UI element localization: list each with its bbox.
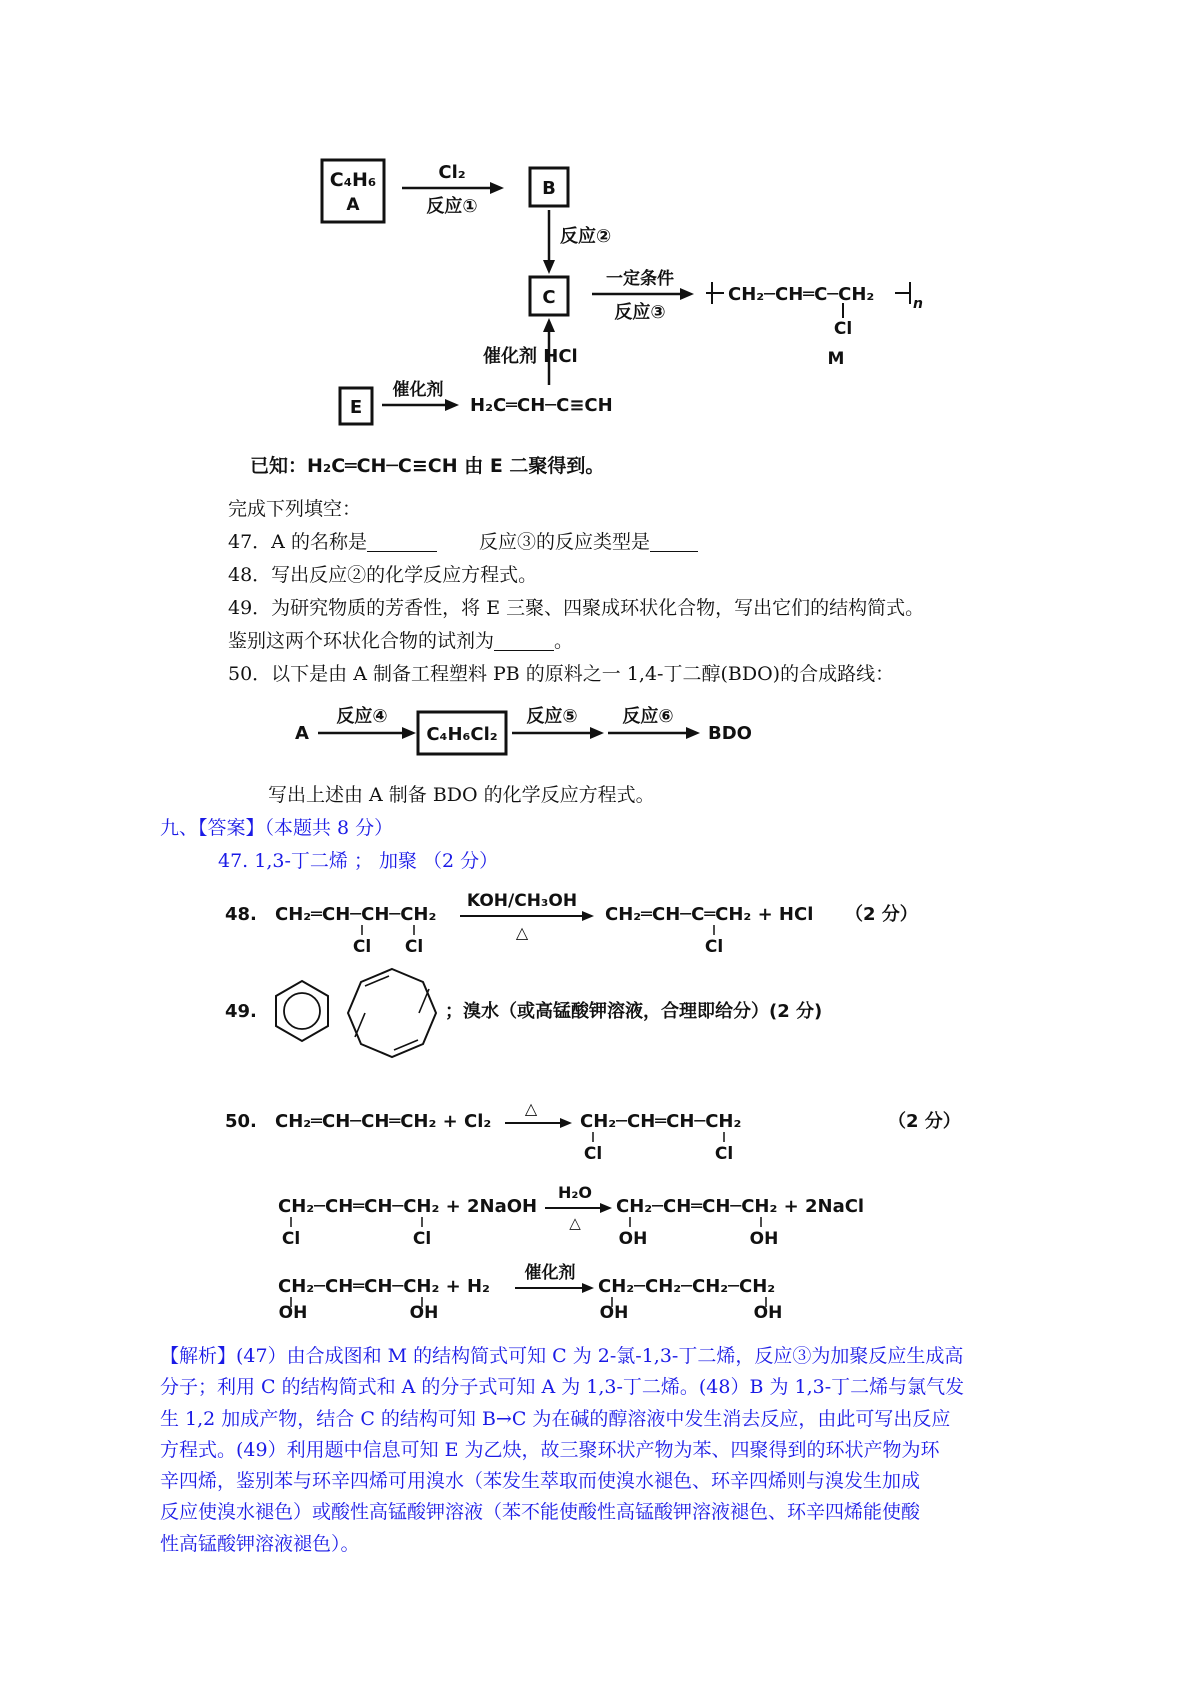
a48-num: 48. [225,904,257,925]
a50-2-cond-bottom: △ [569,1214,581,1232]
cyclooctatetraene-structure [348,969,436,1057]
question-47 [228,533,698,552]
a50-3-rsub2: OH [753,1303,783,1320]
synthesis-diagram [0,0,1200,480]
benzene-structure [276,981,328,1041]
arrow-e-label: 催化剂 [392,380,444,400]
analysis-line-2: 分子；利用 C 的结构简式和 A 的分子式可知 A 为 1,3-丁二烯。(48）B 为 1,3-丁二烯与氯气发 [160,1376,965,1399]
answer-equations [0,880,1200,1320]
arrow1-bottom-label: 反应① [426,196,478,217]
arrow-reaction-2-head [543,260,555,274]
a50-1-sub1: Cl [583,1144,603,1164]
a50-3-left: CH₂─CH═CH─CH₂ + H₂ [278,1276,490,1297]
a50-2-rsub1: OH [618,1229,648,1249]
question-50-task: 写出上述由 A 制备 BDO 的化学反应方程式。 [268,784,655,806]
arrow-reaction-3-head [680,288,694,300]
a48-score: （2 分） [845,904,918,925]
route-r4: 反应④ [336,706,388,727]
polymer-name: M [827,349,845,369]
route-r5: 反应⑤ [526,706,578,727]
blank-47a [367,533,437,552]
a50-2-right: CH₂─CH═CH─CH₂ + 2NaCl [616,1196,865,1217]
polymer-chain: CH₂─CH═C─CH₂ [728,284,875,305]
route-intermediate: C₄H₆Cl₂ [426,724,498,745]
arrow-e-head [445,399,459,411]
analysis-line-3: 生 1,2 加成产物，结合 C 的结构可知 B→C 为在碱的醇溶液中发生消去反应，由此可写出反应 [160,1407,951,1430]
answer-header: 九、【答案】（本题共 8 分） [160,817,394,839]
a49-text: ；溴水（或高锰酸钾溶液，合理即给分）(2 分) [445,1001,823,1022]
box-e-label: E [349,397,363,418]
analysis-line-7: 性高锰酸钾溶液褪色）。 [160,1532,360,1555]
a50-1-left: CH₂═CH─CH═CH₂ + Cl₂ [275,1111,492,1132]
a48-right: CH₂═CH─C═CH₂ + HCl [605,904,814,925]
a50-1-right: CH₂─CH═CH─CH₂ [580,1111,742,1132]
arrow3-bottom-label: 反应③ [614,302,666,323]
blank-47b [650,533,698,552]
question-48: 48．写出反应②的化学反应方程式。 [228,564,538,586]
vinylacetylene: H₂C═CH─C≡CH [470,395,613,416]
bdo-route-diagram [0,690,1200,765]
a50-2-rsub2: OH [749,1229,779,1249]
box-a-name: A [346,195,360,215]
analysis-line-4: 方程式。(49）利用题中信息可知 E 为乙炔，故三聚环状产物为苯、四聚得到的环状产物为环 [160,1438,940,1461]
analysis-line-5: 辛四烯，鉴别苯与环辛四烯可用溴水（苯发生萃取而使溴水褪色、环辛四烯则与溴发生加成 [160,1470,921,1493]
a50-num: 50. [225,1111,257,1132]
a49-num: 49. [225,1001,257,1022]
analysis-line-1: 【解析】(47）由合成图和 M 的结构简式可知 C 为 2-氯-1,3-丁二烯，反应③为加聚反应生成高 [160,1345,964,1367]
a50-3-lsub2: OH [409,1303,439,1320]
a48-right-cl: Cl [704,937,724,957]
box-a-formula: C₄H₆ [329,169,377,191]
route-start: A [295,723,309,744]
route-product: BDO [708,723,752,744]
arrow2-label: 反应② [560,226,612,247]
q47-part-b: 反应③的反应类型是 [479,531,651,553]
a50-2-lsub2: Cl [412,1229,432,1249]
arrow1-top-label: Cl₂ [438,162,466,183]
a50-2-cond-top: H₂O [558,1183,592,1202]
route-r6: 反应⑥ [622,706,674,727]
a50-3-cond: 催化剂 [524,1263,576,1283]
question-49-line2 [228,632,573,651]
polymer-cl: Cl [833,319,853,339]
a48-cond-top: KOH/CH₃OH [466,891,578,911]
a50-2-left: CH₂─CH═CH─CH₂ + 2NaOH [278,1196,538,1217]
q49-part-a: 鉴别这两个环状化合物的试剂为 [228,630,495,652]
arrow-reaction-1-head [490,182,504,194]
analysis-paragraph [160,1341,1020,1560]
a48-left-cl2: Cl [404,937,424,957]
a50-2-lsub1: Cl [281,1229,301,1249]
a50-1-cond: △ [524,1099,538,1118]
question-50: 50．以下是由 A 制备工程塑料 PB 的原料之一 1,4-丁二醇(BDO)的合成路线： [228,663,895,685]
a50-3-right: CH₂─CH₂─CH₂─CH₂ [598,1276,776,1297]
q47-part-a: 47．A 的名称是 [228,531,367,553]
a50-3-rsub1: OH [599,1303,629,1320]
a50-3-lsub1: OH [278,1303,308,1320]
blank-49 [494,632,554,651]
analysis-line-6: 反应使溴水褪色）或酸性高锰酸钾溶液（苯不能使酸性高锰酸钾溶液褪色、环辛四烯能使酸 [160,1501,921,1524]
a50-score: （2 分） [888,1111,961,1132]
box-c-label: C [542,287,556,308]
intro-text: 完成下列填空： [228,498,362,520]
a50-1-sub2: Cl [714,1144,734,1164]
known-note: 已知：H₂C═CH─C≡CH 由 E 二聚得到。 [250,455,605,477]
arrow3-top-label: 一定条件 [606,269,674,289]
hcl-label: 催化剂 HCl [483,346,578,367]
polymer-n: n [913,296,923,312]
question-49: 49．为研究物质的芳香性，将 E 三聚、四聚成环状化合物，写出它们的结构简式。 [228,597,925,619]
answer-47: 47. 1,3-丁二烯 ； 加聚 （2 分） [218,850,499,872]
q49-part-b: 。 [554,630,574,652]
a48-left: CH₂═CH─CH─CH₂ [275,904,437,925]
arrow-hcl-head [543,318,555,332]
box-b-label: B [542,178,556,199]
a48-left-cl1: Cl [352,937,372,957]
a48-cond-bottom: △ [515,923,529,942]
